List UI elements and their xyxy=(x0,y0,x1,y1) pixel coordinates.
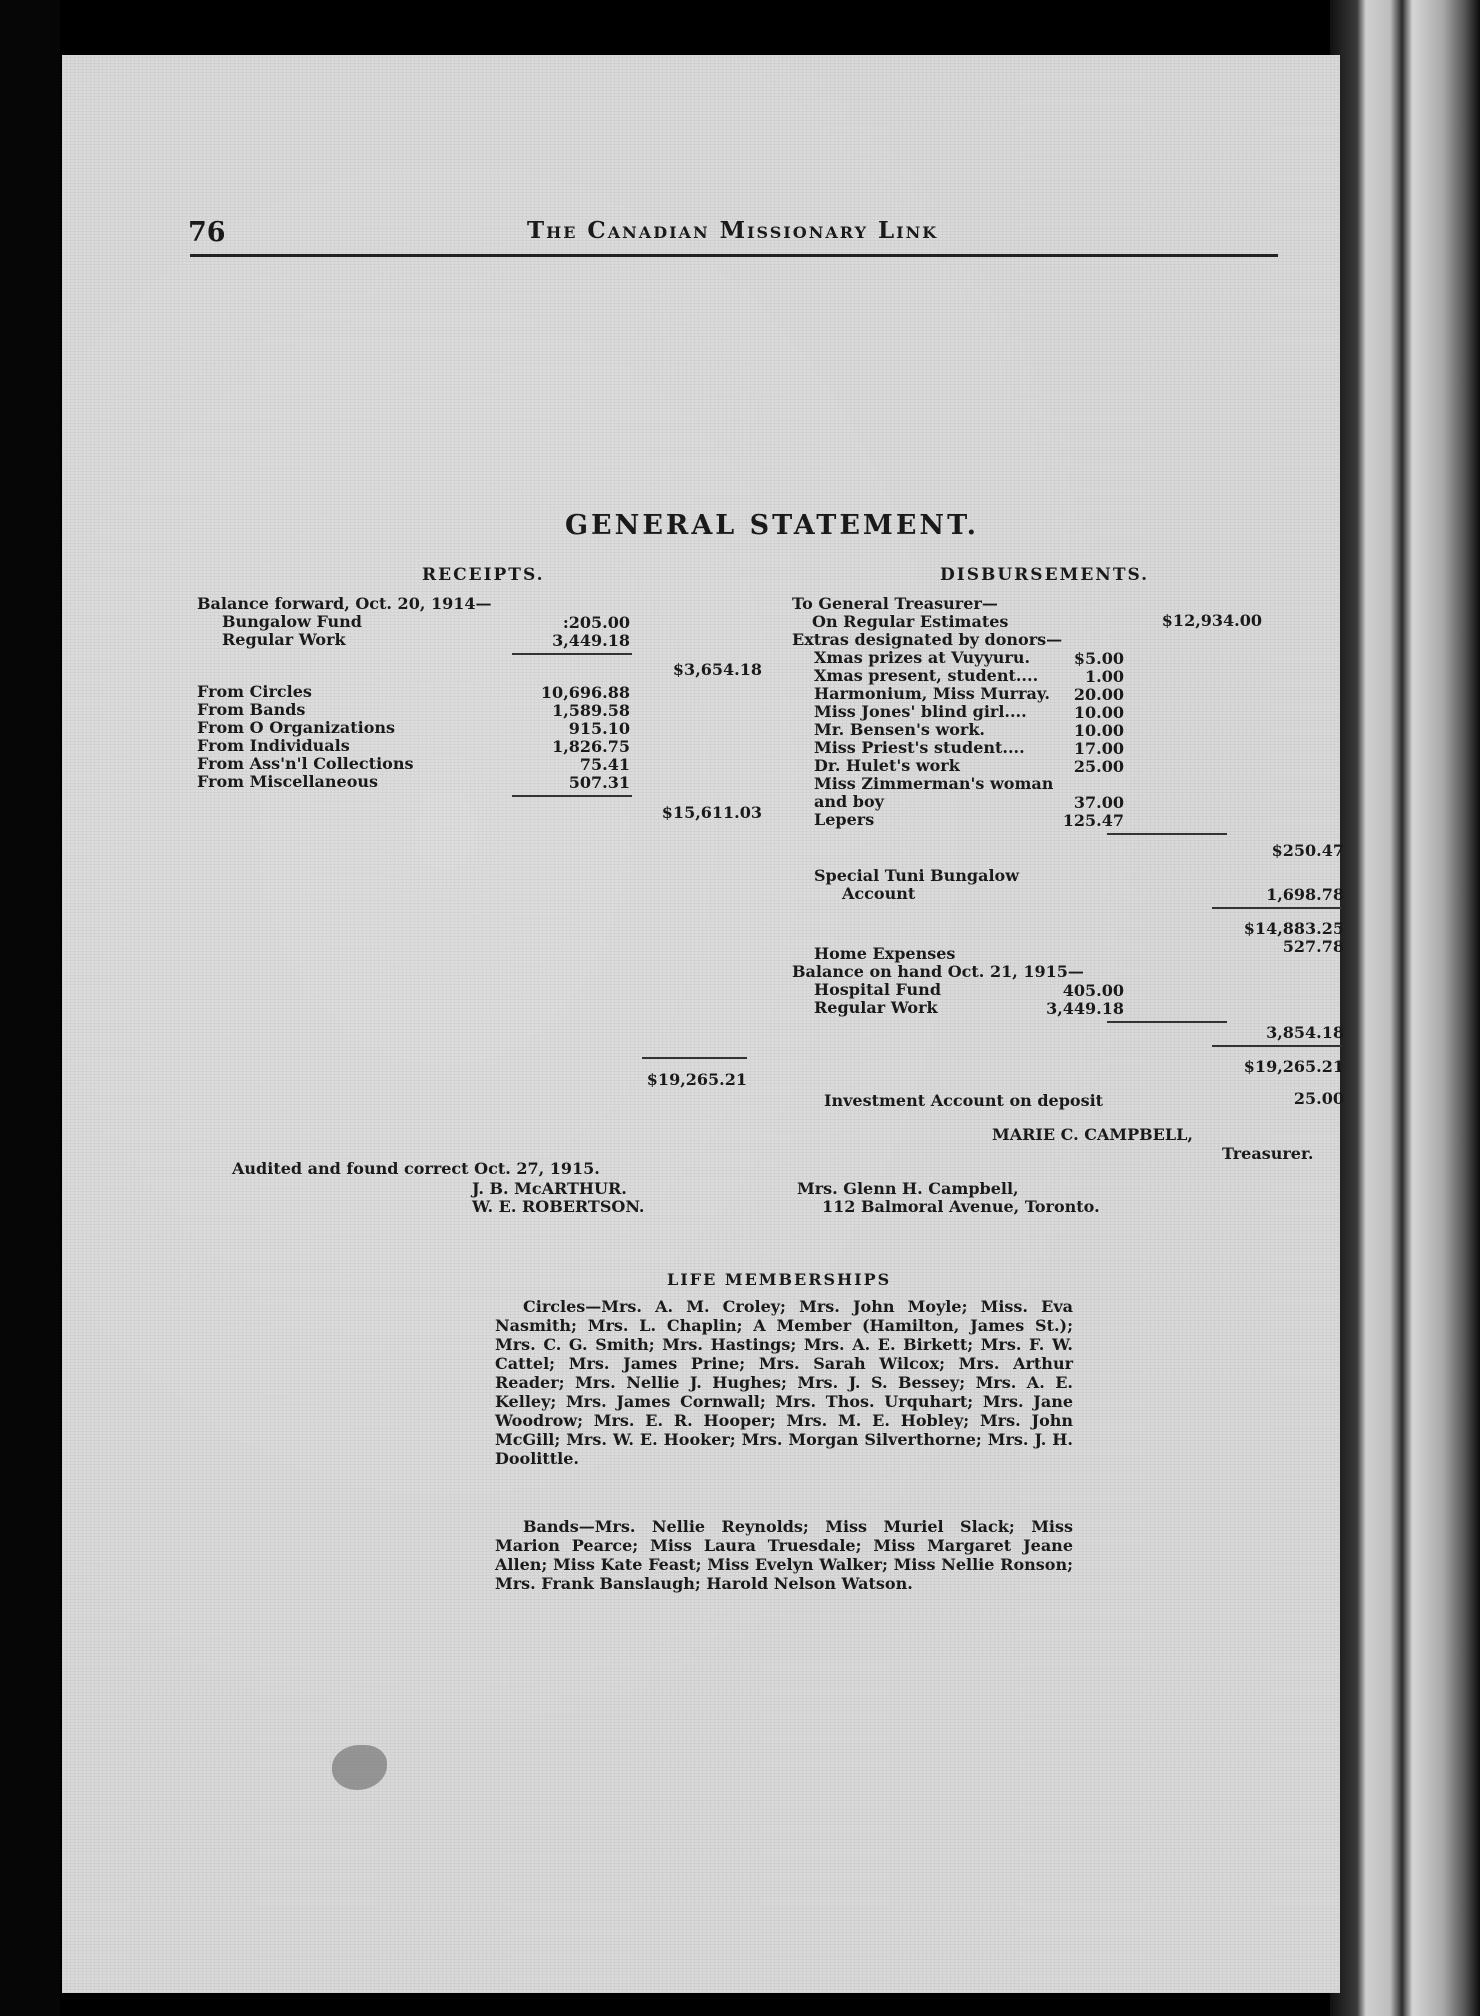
receipt-item-label: From Ass'n'l Collections xyxy=(197,754,414,773)
bungalow-fund-label: Bungalow Fund xyxy=(222,612,362,631)
extra-item-label: Dr. Hulet's work xyxy=(814,756,960,775)
treasurer-name: MARIE C. CAMPBELL, xyxy=(992,1125,1193,1144)
extra-item-value: 25.00 xyxy=(1073,757,1124,776)
extras-total: $250.47 xyxy=(1271,841,1344,860)
receipts-rule-3 xyxy=(642,1057,747,1059)
statement-title: GENERAL STATEMENT. xyxy=(565,510,980,541)
special-tuni-label-2: Account xyxy=(842,884,916,903)
auditor-2: W. E. ROBERTSON. xyxy=(472,1197,645,1216)
receipt-item-value: 10,696.88 xyxy=(540,683,630,702)
receipt-item-label: From Bands xyxy=(197,700,306,719)
extra-item-value: $5.00 xyxy=(1073,649,1124,668)
extras-rule xyxy=(1107,833,1227,835)
extra-item-value: 10.00 xyxy=(1073,703,1124,722)
header-rule xyxy=(190,254,1278,257)
extra-item-value: 10.00 xyxy=(1073,721,1124,740)
extra-item-value: 20.00 xyxy=(1073,685,1124,704)
receipts-subtotal-1: $3,654.18 xyxy=(672,660,762,679)
extra-item-value: 17.00 xyxy=(1073,739,1124,758)
receipts-grand-total: $19,265.21 xyxy=(646,1070,747,1089)
disb-grand-total: $19,265.21 xyxy=(1243,1057,1344,1076)
regular-work-value: 3,449.18 xyxy=(552,631,630,650)
extra-item-label: Miss Zimmerman's woman xyxy=(814,774,1054,793)
disb-subtotal-rule xyxy=(1212,907,1342,909)
scan-frame-left xyxy=(0,0,60,2016)
extra-item-label: Xmas prizes at Vuyyuru. xyxy=(814,648,1031,667)
special-tuni-label-1: Special Tuni Bungalow xyxy=(814,866,1019,885)
extra-item-label: Miss Priest's student.... xyxy=(814,738,1025,757)
receipt-item-value: 507.31 xyxy=(568,773,630,792)
investment-label: Investment Account on deposit xyxy=(824,1091,1104,1110)
audit-text: Audited and found correct Oct. 27, 1915. xyxy=(232,1159,600,1178)
balance-regular-work-value: 3,449.18 xyxy=(1046,999,1124,1018)
receipts-rule-2 xyxy=(512,795,632,797)
balance-total: 3,854.18 xyxy=(1266,1023,1344,1042)
auditor-1: J. B. McARTHUR. xyxy=(472,1179,627,1198)
receipt-item-label: From Miscellaneous xyxy=(197,772,379,791)
paper-stain xyxy=(332,1745,387,1790)
home-expenses-value: 527.78 xyxy=(1282,937,1344,956)
extra-item-label: Harmonium, Miss Murray. xyxy=(814,684,1050,703)
receipt-item-label: From Circles xyxy=(197,682,312,701)
receipt-item-value: 1,589.58 xyxy=(552,701,630,720)
extra-item-label: Mr. Bensen's work. xyxy=(814,720,985,739)
home-expenses-label: Home Expenses xyxy=(814,944,956,963)
to-general-label: To General Treasurer— xyxy=(792,594,998,613)
balance-forward-label: Balance forward, Oct. 20, 1914— xyxy=(197,594,492,613)
extra-item-label: and boy xyxy=(814,792,884,811)
on-regular-value: $12,934.00 xyxy=(1161,611,1262,630)
scan-frame-right xyxy=(1330,0,1480,2016)
receipts-subtotal-2: $15,611.03 xyxy=(661,803,762,822)
extra-item-value: 125.47 xyxy=(1062,811,1124,830)
hospital-fund-label: Hospital Fund xyxy=(814,980,941,999)
receipts-rule-1 xyxy=(512,653,632,655)
bungalow-fund-value: :205.00 xyxy=(562,613,630,632)
running-head: The Canadian Missionary Link xyxy=(527,217,939,244)
balance-on-hand-label: Balance on hand Oct. 21, 1915— xyxy=(792,962,1084,981)
extra-item-value: 37.00 xyxy=(1073,793,1124,812)
extra-item-label: Miss Jones' blind girl.... xyxy=(814,702,1027,721)
extra-item-value: 1.00 xyxy=(1085,667,1124,686)
hospital-fund-value: 405.00 xyxy=(1062,981,1124,1000)
regular-work-label: Regular Work xyxy=(222,630,346,649)
extra-item-label: Lepers xyxy=(814,810,875,829)
treasurer-title: Treasurer. xyxy=(1222,1144,1314,1163)
disb-grand-rule xyxy=(1212,1045,1342,1047)
on-regular-label: On Regular Estimates xyxy=(812,612,1009,631)
treasurer-address: 112 Balmoral Avenue, Toronto. xyxy=(822,1197,1100,1216)
receipt-item-value: 1,826.75 xyxy=(552,737,630,756)
disbursements-heading: DISBURSEMENTS. xyxy=(940,565,1150,585)
receipts-heading: RECEIPTS. xyxy=(422,565,545,585)
life-memberships-heading: LIFE MEMBERSHIPS xyxy=(667,1270,892,1289)
balance-regular-work-label: Regular Work xyxy=(814,998,938,1017)
receipt-item-label: From Individuals xyxy=(197,736,350,755)
extras-label: Extras designated by donors— xyxy=(792,630,1063,649)
page-number: 76 xyxy=(188,217,226,248)
life-memberships-bands: Bands—Mrs. Nellie Reynolds; Miss Muriel Slack; Miss Marion Pearce; Miss Laura Truesdale; Miss Margaret Jeane Allen; Miss Kate Feast; Miss Evelyn Walker; Miss Nellie Ronson; Mrs. Frank Banslaugh; Harold Nelson Watson. xyxy=(495,1517,1073,1593)
document-page xyxy=(62,55,1344,1993)
receipt-item-value: 75.41 xyxy=(579,755,630,774)
receipt-item-label: From O Organizations xyxy=(197,718,396,737)
receipt-item-value: 915.10 xyxy=(568,719,630,738)
investment-value: 25.00 xyxy=(1293,1089,1344,1108)
extra-item-label: Xmas present, student.... xyxy=(814,666,1039,685)
special-tuni-value: 1,698.78 xyxy=(1266,885,1344,904)
disb-subtotal: $14,883.25 xyxy=(1243,919,1344,938)
treasurer-alias: Mrs. Glenn H. Campbell, xyxy=(797,1179,1019,1198)
life-memberships-circles: Circles—Mrs. A. M. Croley; Mrs. John Moyle; Miss. Eva Nasmith; Mrs. L. Chaplin; A Member (Hamilton, James St.); Mrs. C. G. Smith; Mrs. Hastings; Mrs. A. E. Birkett; Mrs. F. W. Cattel; Mrs. James Prine; Mrs. Sarah Wilcox; Mrs. Arthur Reader; Mrs. Nellie J. Hughes; Mrs. J. S. Bessey; Mrs. A. E. Kelley; Mrs. James Cornwall; Mrs. Thos. Urquhart; Mrs. Jane Woodrow; Mrs. E. R. Hooper; Mrs. M. E. Hobley; Mrs. John McGill; Mrs. W. E. Hooker; Mrs. Morgan Silverthorne; Mrs. J. H. Doolittle. xyxy=(495,1297,1073,1468)
